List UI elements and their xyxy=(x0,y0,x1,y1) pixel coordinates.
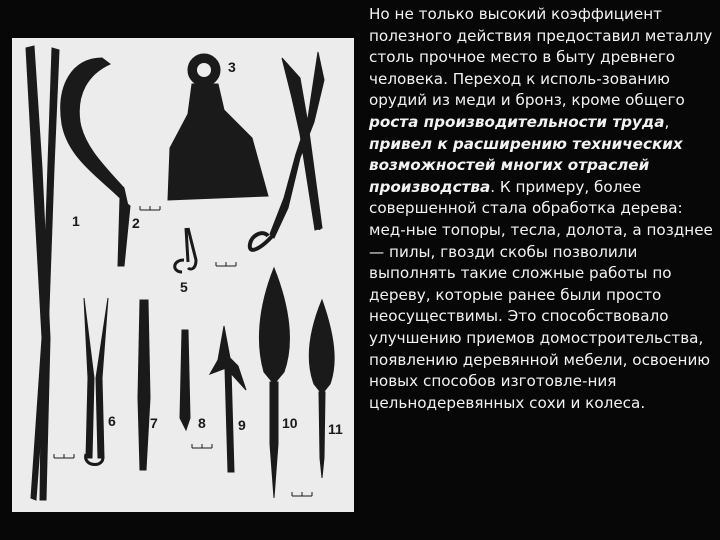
tool-10-spearhead xyxy=(259,268,289,498)
label-10: 10 xyxy=(282,415,298,431)
label-9: 9 xyxy=(238,417,246,433)
tool-11-spearhead xyxy=(309,300,334,478)
label-1: 1 xyxy=(72,213,80,229)
tool-9-harpoon xyxy=(210,326,246,472)
label-11: 11 xyxy=(328,421,343,437)
label-5: 5 xyxy=(180,279,188,295)
tool-5-hook xyxy=(175,228,196,272)
label-4: 4 xyxy=(314,217,322,233)
emphasis-productivity: роста производительности труда xyxy=(369,112,665,131)
label-6: 6 xyxy=(108,413,116,429)
paragraph-part-2: , xyxy=(664,112,670,131)
label-3: 3 xyxy=(228,59,236,75)
body-paragraph xyxy=(369,4,719,414)
label-7: 7 xyxy=(150,415,158,431)
tool-4-shears xyxy=(250,52,324,250)
label-8: 8 xyxy=(198,415,206,431)
label-2: 2 xyxy=(132,215,140,231)
tool-1-tongs xyxy=(26,46,59,500)
tool-7-chisel xyxy=(138,300,150,470)
emphasis-technical-capabilities: привел к расширению технических возможностей многих отраслей производства xyxy=(369,134,683,196)
tools-illustration xyxy=(12,38,354,512)
tool-2-sickle xyxy=(61,58,130,266)
tool-6-small-tongs xyxy=(84,298,108,465)
tools-drawing xyxy=(12,38,354,512)
paragraph-part-1: Но не только высокий коэффициент полезного действия предоставил металлу столь прочное место в быту древнего человека. Переход к исполь-зованию орудий из меди и бронз, кроме общего xyxy=(369,5,713,110)
paragraph-part-3: . К примеру, более совершенной стала обработка дерева: мед-ные топоры, тесла, долота, а позднее — пилы, гвозди скобы позволили выполнять такие сложные работы по дереву, которые ранее были просто неосуществимы. Это способствовало улучшению приемов домостроительства, появлению деревянной мебели, освоению новых способов изготовле-ния цельнодеревянных сохи и колеса. xyxy=(369,177,713,412)
tool-3-axe xyxy=(168,54,268,200)
tool-8-awl xyxy=(180,330,190,430)
